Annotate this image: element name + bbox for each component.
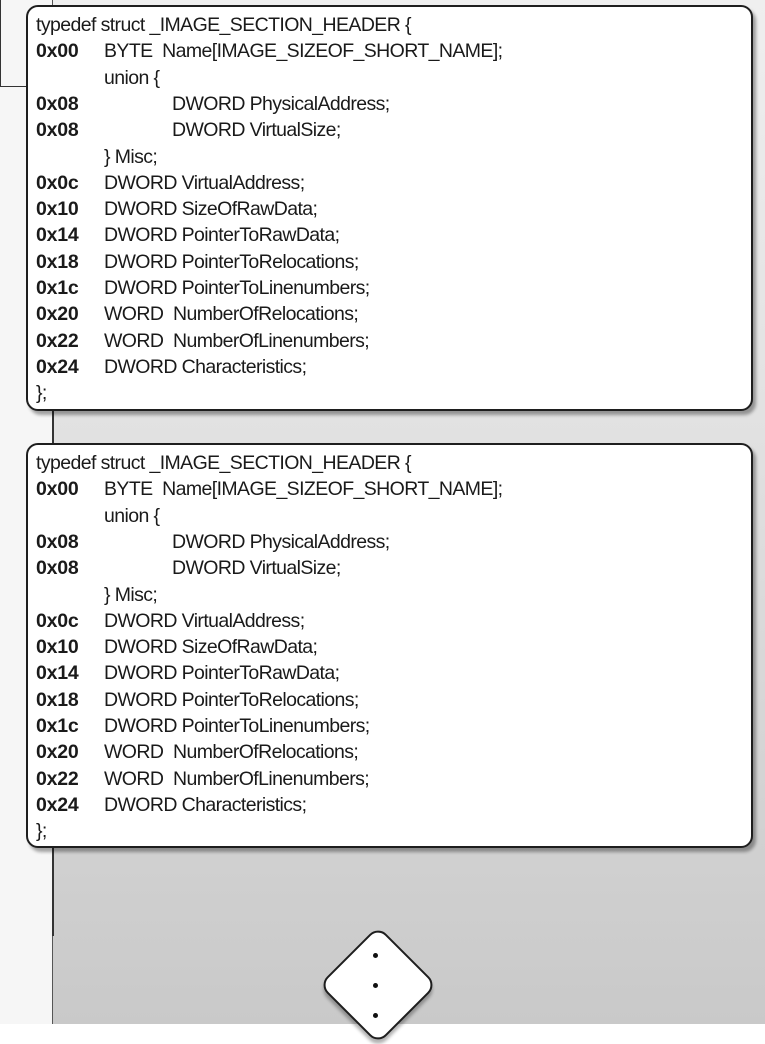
- field-code: DWORD PointerToRawData;: [104, 662, 340, 685]
- field-code: WORD NumberOfRelocations;: [104, 303, 359, 326]
- field-code: DWORD VirtualAddress;: [104, 609, 305, 632]
- code-line: [28, 301, 751, 327]
- code-line: [28, 503, 751, 529]
- field-code: DWORD PointerToRawData;: [104, 224, 340, 247]
- field-code: DWORD VirtualAddress;: [104, 171, 305, 194]
- field-code: WORD NumberOfLinenumbers;: [104, 329, 370, 352]
- ellipsis-dot: [373, 953, 378, 958]
- field-offset: 0x08: [36, 92, 79, 115]
- code-line: [28, 38, 751, 64]
- field-offset: 0x08: [36, 557, 79, 580]
- code-line: [28, 555, 751, 581]
- field-code: BYTE Name[IMAGE_SIZEOF_SHORT_NAME];: [104, 478, 503, 501]
- code-line: [28, 275, 751, 301]
- field-offset: 0x18: [36, 250, 79, 273]
- field-code: union {: [104, 66, 160, 89]
- code-line: [28, 222, 751, 248]
- field-offset: 0x08: [36, 119, 79, 142]
- field-offset: 0x20: [36, 741, 79, 764]
- code-line: [28, 170, 751, 196]
- decision-diamond: [319, 926, 438, 1044]
- ellipsis-dot: [373, 983, 378, 988]
- field-code: DWORD PointerToRelocations;: [104, 688, 359, 711]
- code-line: [28, 117, 751, 143]
- code-line: [28, 476, 751, 502]
- field-offset: 0x14: [36, 662, 79, 685]
- code-line: [28, 529, 751, 555]
- struct-lines: [28, 7, 751, 409]
- code-line: [28, 792, 751, 818]
- field-offset: 0x24: [36, 355, 79, 378]
- field-code: DWORD SizeOfRawData;: [104, 636, 318, 659]
- field-code: DWORD SizeOfRawData;: [104, 198, 318, 221]
- field-offset: 0x22: [36, 329, 79, 352]
- field-code: };: [36, 382, 47, 405]
- field-offset: 0x10: [36, 198, 79, 221]
- code-line: [28, 144, 751, 170]
- field-code: DWORD VirtualSize;: [172, 119, 341, 142]
- code-line: [28, 739, 751, 765]
- field-code: DWORD VirtualSize;: [172, 557, 341, 580]
- code-line: [28, 450, 751, 476]
- field-code: WORD NumberOfRelocations;: [104, 741, 359, 764]
- field-code: DWORD PointerToLinenumbers;: [104, 715, 370, 737]
- code-line: [28, 65, 751, 91]
- field-code: union {: [104, 504, 160, 527]
- field-offset: 0x20: [36, 303, 79, 326]
- field-code: typedef struct _IMAGE_SECTION_HEADER {: [36, 14, 411, 36]
- field-offset: 0x00: [36, 478, 79, 501]
- code-line: [28, 582, 751, 608]
- field-code: } Misc;: [104, 583, 158, 606]
- code-line: [28, 766, 751, 792]
- ellipsis-dot: [373, 1013, 378, 1018]
- field-offset: 0x1c: [36, 715, 79, 737]
- code-line: [28, 91, 751, 117]
- field-offset: 0x18: [36, 688, 79, 711]
- field-offset: 0x08: [36, 530, 79, 553]
- connector-line-2: [52, 846, 54, 936]
- struct-box-1: [26, 5, 753, 411]
- code-line: [28, 608, 751, 634]
- field-offset: 0x00: [36, 40, 79, 63]
- code-line: [28, 328, 751, 354]
- field-code: BYTE Name[IMAGE_SIZEOF_SHORT_NAME];: [104, 40, 503, 63]
- field-code: } Misc;: [104, 145, 158, 168]
- code-line: [28, 818, 751, 844]
- field-offset: 0x24: [36, 793, 79, 816]
- code-line: [28, 634, 751, 660]
- field-offset: 0x1c: [36, 277, 79, 299]
- field-offset: 0x0c: [36, 609, 79, 632]
- code-line: [28, 196, 751, 222]
- field-code: DWORD PointerToLinenumbers;: [104, 277, 370, 299]
- connector-line-1: [52, 408, 54, 448]
- field-code: DWORD PhysicalAddress;: [172, 530, 390, 553]
- code-line: [28, 12, 751, 38]
- field-code: };: [36, 820, 47, 843]
- code-line: [28, 380, 751, 406]
- field-code: DWORD Characteristics;: [104, 355, 307, 378]
- struct-box-2: [26, 443, 753, 848]
- field-offset: 0x0c: [36, 171, 79, 194]
- field-offset: 0x10: [36, 636, 79, 659]
- continuation-node: [320, 927, 432, 1039]
- field-offset: 0x22: [36, 767, 79, 790]
- code-line: [28, 660, 751, 686]
- code-line: [28, 249, 751, 275]
- field-offset: 0x14: [36, 224, 79, 247]
- struct-lines: [28, 445, 751, 846]
- code-line: [28, 354, 751, 380]
- field-code: DWORD Characteristics;: [104, 793, 307, 816]
- field-code: typedef struct _IMAGE_SECTION_HEADER {: [36, 452, 411, 474]
- field-code: WORD NumberOfLinenumbers;: [104, 767, 370, 790]
- code-line: [28, 687, 751, 713]
- code-line: [28, 713, 751, 739]
- field-code: DWORD PhysicalAddress;: [172, 92, 390, 115]
- field-code: DWORD PointerToRelocations;: [104, 250, 359, 273]
- left-connector-vertical: [0, 0, 1, 86]
